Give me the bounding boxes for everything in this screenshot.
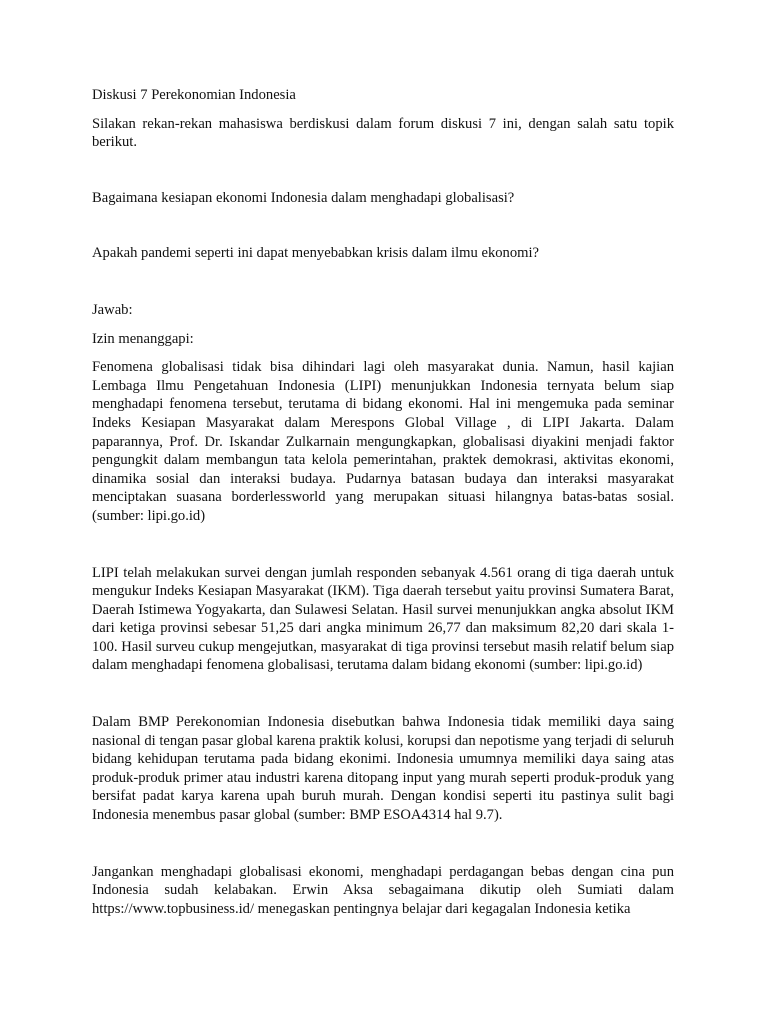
- paragraph-4: Jangankan menghadapi globalisasi ekonomi, menghadapi perdagangan bebas dengan cina pun Indonesia sudah kelabakan. Erwin Aksa sebagaimana dikutip oleh Sumiati dalam https://www.topbusiness.id/ menegaskan pentingnya belajar dari kegagalan Indonesia ketika: [92, 863, 674, 917]
- paragraph-2: LIPI telah melakukan survei dengan jumlah responden sebanyak 4.561 orang di tiga daerah untuk mengukur Indeks Kesiapan Masyarakat (IKM). Tiga daerah tersebut yaitu provinsi Sumatera Barat, Daerah Istimewa Yogyakarta, dan Sulawesi Selatan. Hasil survei menunjukkan angka absolut IKM dari ketiga provinsi sebesar 51,25 dari angka minimum 26,77 dan maksimum 82,20 dari skala 1-100. Hasil surveu cukup mengejutkan, masyarakat di tiga provinsi tersebut masih relatif belum siap dalam menghadapi fenomena globalisasi, terutama dalam bidang ekonomi (sumber: lipi.go.id): [92, 564, 674, 674]
- document-page: [92, 86, 674, 918]
- question-1: Bagaimana kesiapan ekonomi Indonesia dalam menghadapi globalisasi?: [92, 189, 515, 206]
- intro-text: Silakan rekan-rekan mahasiswa berdiskusi dalam forum diskusi 7 ini, dengan salah satu topik berikut.: [92, 115, 674, 151]
- paragraph-1: Fenomena globalisasi tidak bisa dihindari lagi oleh masyarakat dunia. Namun, hasil kajian Lembaga Ilmu Pengetahuan Indonesia (LIPI) menunjukkan Indonesia ternyata belum siap menghadapi fenomena tersebut, terutama di bidang ekonomi. Hal ini mengemuka pada seminar Indeks Kesiapan Masyarakat dalam Merespons Global Village , di LIPI Jakarta. Dalam paparannya, Prof. Dr. Iskandar Zulkarnain mengungkapkan, globalisasi diyakini menjadi faktor pengungkit dalam membangun tata kelola pemerintahan, praktek demokrasi, aktivitas ekonomi, dinamika sosial dan interaksi budaya. Pudarnya batasan budaya dan interaksi masyarakat menciptakan suasana borderlessworld yang merupakan situasi hilangnya batas-batas sosial. (sumber: lipi.go.id): [92, 359, 674, 524]
- question-2: Apakah pandemi seperti ini dapat menyebabkan krisis dalam ilmu ekonomi?: [92, 245, 540, 262]
- paragraph-3: Dalam BMP Perekonomian Indonesia disebutkan bahwa Indonesia tidak memiliki daya saing nasional di tengan pasar global karena praktik kolusi, korupsi dan nepotisme yang terjadi di seluruh bidang kehidupan terutama pada bidang ekonimi. Indonesia umumnya memiliki daya saing atas produk-produk primer atau industri karena ditopang input yang murah seperti produk-produk yang bersifat padat karya karena upah buruh murah. Dengan kondisi seperti itu pastinya sulit bagi Indonesia menembus pasar global (sumber: BMP ESOA4314 hal 9.7).: [92, 714, 674, 824]
- answer-opening: Izin menanggapi:: [92, 330, 194, 347]
- document-title: Diskusi 7 Perekonomian Indonesia: [92, 87, 296, 103]
- answer-label: Jawab:: [92, 301, 133, 318]
